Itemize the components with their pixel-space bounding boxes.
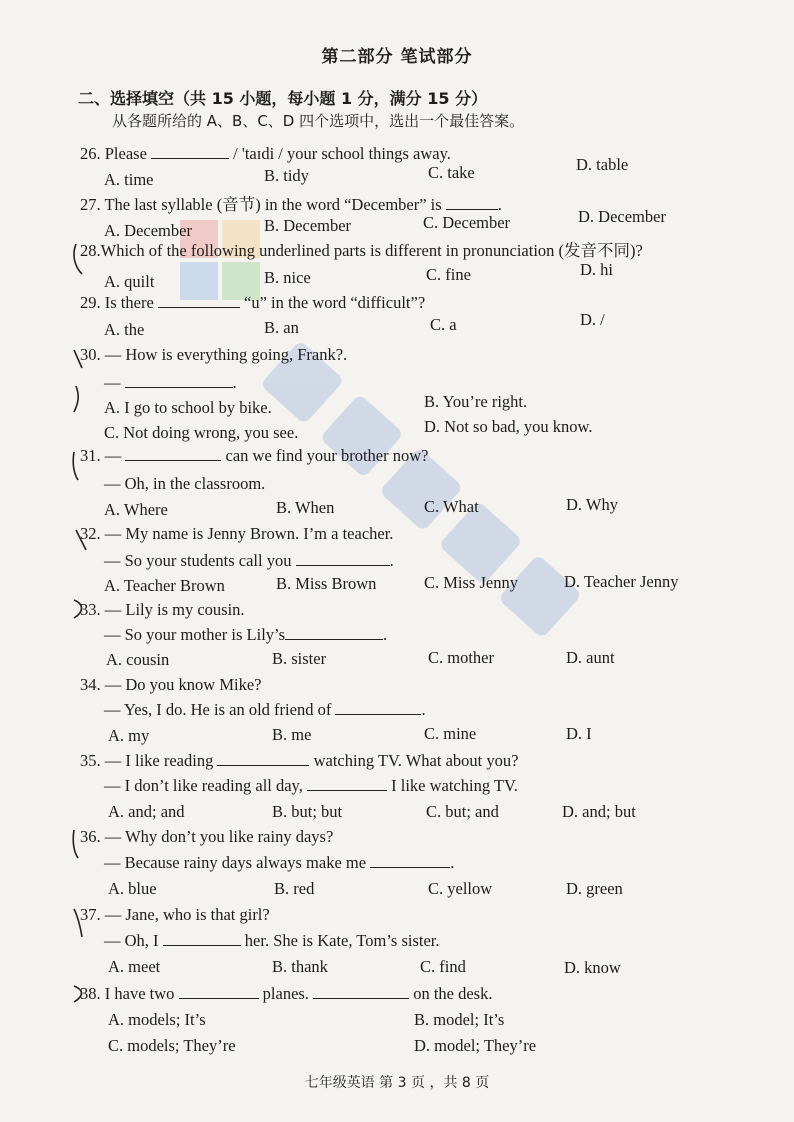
answer-line [104, 373, 237, 393]
answer-line [104, 551, 394, 571]
question-27 [80, 191, 502, 215]
question-text: “u” in the word “difficult”? [244, 293, 426, 312]
option-c[interactable]: C. find [420, 957, 466, 976]
option-d[interactable]: D. and; but [562, 802, 636, 821]
question-28 [80, 237, 643, 261]
pen-mark [70, 826, 90, 862]
option-c[interactable]: C. mother [428, 648, 494, 667]
pen-mark [70, 448, 90, 484]
question-text: Is there [104, 293, 154, 312]
option-a[interactable]: A. blue [108, 879, 157, 898]
option-a[interactable]: A. quilt [104, 272, 155, 291]
answer-blank[interactable] [313, 984, 409, 999]
question-number: 31. [80, 446, 101, 465]
question-38 [80, 984, 492, 1004]
question-32 [80, 524, 393, 544]
question-text: — Do you know Mike? [104, 675, 262, 694]
option-d[interactable]: D. Why [566, 495, 618, 514]
question-number: 30. [80, 345, 101, 364]
option-b[interactable]: B. but; but [272, 802, 343, 821]
question-text: — I like reading [104, 751, 214, 770]
question-text: watching TV. What about you? [313, 751, 519, 770]
question-number: 36. [80, 827, 101, 846]
question-text: can we find your brother now? [225, 446, 429, 465]
question-text: The last syllable (音节) in the word “December” is [104, 195, 442, 214]
question-text: on the desk. [413, 984, 493, 1003]
dialogue-reply: — I don’t like reading all day, [104, 776, 303, 795]
dialogue-reply: — Yes, I do. He is an old friend of [104, 700, 332, 719]
answer-line [104, 776, 518, 796]
option-b[interactable]: B. nice [264, 268, 311, 287]
option-c[interactable]: C. mine [424, 724, 477, 743]
option-a[interactable]: A. the [104, 320, 145, 339]
option-d[interactable]: D. model; They’re [414, 1036, 537, 1055]
option-d[interactable]: D. / [580, 310, 605, 329]
question-37 [80, 905, 270, 925]
question-30 [80, 345, 347, 365]
option-d[interactable]: D. table [576, 155, 629, 174]
pen-mark [72, 526, 92, 556]
question-number: 34. [80, 675, 101, 694]
option-c[interactable]: C. Not doing wrong, you see. [104, 423, 299, 442]
question-36 [80, 827, 333, 847]
answer-blank[interactable] [125, 446, 221, 461]
answer-blank[interactable] [158, 293, 240, 308]
answer-blank[interactable] [125, 373, 233, 388]
option-d[interactable]: D. Not so bad, you know. [424, 417, 593, 436]
option-c[interactable]: C. What [424, 497, 479, 516]
option-a[interactable]: A. Where [104, 500, 168, 519]
question-text: — Why don’t you like rainy days? [104, 827, 334, 846]
section-instruction: 从各题所给的 A、B、C、D 四个选项中，选出一个最佳答案。 [112, 112, 525, 130]
answer-blank[interactable] [335, 700, 421, 715]
option-a[interactable]: A. I go to school by bike. [104, 398, 272, 417]
question-end: . [383, 625, 388, 644]
answer-blank[interactable] [217, 751, 309, 766]
question-text: Which of the following underlined parts is different in pronunciation (发音不同)? [100, 241, 643, 260]
page-footer: 七年级英语 第 3 页 ，共 8 页 [304, 1075, 490, 1091]
option-a[interactable]: A. and; and [108, 802, 185, 821]
dialogue-dash: — [104, 373, 121, 392]
question-number: 38. [80, 984, 101, 1003]
answer-blank[interactable] [163, 931, 241, 946]
option-b[interactable]: B. me [272, 725, 312, 744]
dialogue-dash: — [104, 446, 122, 465]
answer-blank[interactable] [296, 551, 390, 566]
option-b[interactable]: B. an [264, 318, 299, 337]
question-end: . [450, 853, 455, 872]
question-26 [80, 144, 451, 164]
dialogue-reply: — Because rainy days always make me [104, 853, 367, 872]
option-d[interactable]: D. I [566, 724, 592, 743]
dialogue-reply: — Oh, in the classroom. [104, 474, 266, 493]
answer-blank[interactable] [179, 984, 259, 999]
dialogue-reply: I like watching TV. [391, 776, 518, 795]
option-a[interactable]: A. December [104, 221, 192, 240]
option-a[interactable]: A. my [108, 726, 150, 745]
pen-mark [70, 240, 90, 280]
option-a[interactable]: A. Teacher Brown [104, 576, 225, 595]
section-title: 二、选择填空（共 15 小题，每小题 1 分，满分 15 分） [78, 89, 488, 108]
option-a[interactable]: A. cousin [106, 650, 170, 669]
pen-mark [70, 596, 92, 622]
option-c[interactable]: C. but; and [426, 802, 499, 821]
page-heading: 第二部分 笔试部分 [321, 47, 473, 67]
question-35 [80, 751, 518, 771]
option-b[interactable]: B. When [276, 498, 335, 517]
option-c[interactable]: C. a [430, 315, 457, 334]
question-text: Please [104, 144, 147, 163]
pen-mark [70, 346, 90, 416]
answer-blank[interactable] [446, 195, 498, 210]
question-end: . [389, 551, 394, 570]
pen-mark [70, 982, 92, 1006]
option-c[interactable]: C. fine [426, 265, 471, 284]
option-a[interactable]: A. time [104, 170, 154, 189]
question-number: 35. [80, 751, 101, 770]
option-a[interactable]: A. models; It’s [108, 1010, 206, 1029]
option-b[interactable]: B. model; It’s [414, 1010, 505, 1029]
option-d[interactable]: D. green [566, 879, 623, 898]
answer-blank[interactable] [151, 144, 229, 159]
question-text: planes. [262, 984, 309, 1003]
option-b[interactable]: B. red [274, 879, 315, 898]
option-d[interactable]: D. December [578, 207, 666, 226]
option-c[interactable]: C. Miss Jenny [424, 573, 518, 592]
option-b[interactable]: B. Miss Brown [276, 574, 377, 593]
option-c[interactable]: C. yellow [428, 879, 493, 898]
question-number: 28. [80, 241, 101, 260]
option-d[interactable]: D. hi [580, 260, 613, 279]
question-text: — Lily is my cousin. [104, 600, 245, 619]
answer-line [104, 931, 440, 951]
option-c[interactable]: C. models; They’re [108, 1036, 236, 1055]
question-text: — My name is Jenny Brown. I’m a teacher. [104, 524, 394, 543]
option-c[interactable]: C. December [423, 213, 511, 232]
option-b[interactable]: B. thank [272, 957, 328, 976]
answer-blank[interactable] [370, 853, 450, 868]
question-end: . [421, 700, 426, 719]
question-end: . [497, 195, 502, 214]
question-text: / 'taɪdi / your school things away. [233, 144, 451, 163]
question-31 [80, 446, 428, 466]
answer-line [104, 700, 426, 720]
answer-line [104, 853, 454, 873]
question-29 [80, 293, 425, 313]
pen-mark [70, 905, 90, 941]
option-b[interactable]: B. You’re right. [424, 392, 528, 411]
dialogue-reply: — So your students call you [104, 551, 292, 570]
option-d[interactable]: D. know [564, 958, 621, 977]
option-b[interactable]: B. December [264, 216, 352, 235]
question-34 [80, 675, 261, 695]
question-text: — How is everything going, Frank?. [104, 345, 348, 364]
dialogue-reply: — So your mother is Lily’s [104, 625, 286, 644]
question-number: 29. [80, 293, 101, 312]
question-text: I have two [104, 984, 175, 1003]
question-text: — Jane, who is that girl? [104, 905, 270, 924]
answer-blank[interactable] [307, 776, 387, 791]
question-number: 32. [80, 524, 101, 543]
dialogue-reply: her. She is Kate, Tom’s sister. [244, 931, 440, 950]
option-d[interactable]: D. aunt [566, 648, 615, 667]
option-b[interactable]: B. sister [272, 649, 327, 668]
option-d[interactable]: D. Teacher Jenny [564, 572, 679, 591]
question-33 [80, 600, 245, 620]
question-number: 33. [80, 600, 101, 619]
answer-blank[interactable] [285, 625, 383, 640]
question-end: . [232, 373, 237, 392]
question-number: 37. [80, 905, 101, 924]
answer-line [104, 625, 387, 645]
question-number: 27. [80, 195, 101, 214]
option-c[interactable]: C. take [428, 163, 475, 182]
option-b[interactable]: B. tidy [264, 166, 309, 185]
dialogue-reply: — Oh, I [104, 931, 159, 950]
question-number: 26. [80, 144, 101, 163]
option-a[interactable]: A. meet [108, 957, 161, 976]
